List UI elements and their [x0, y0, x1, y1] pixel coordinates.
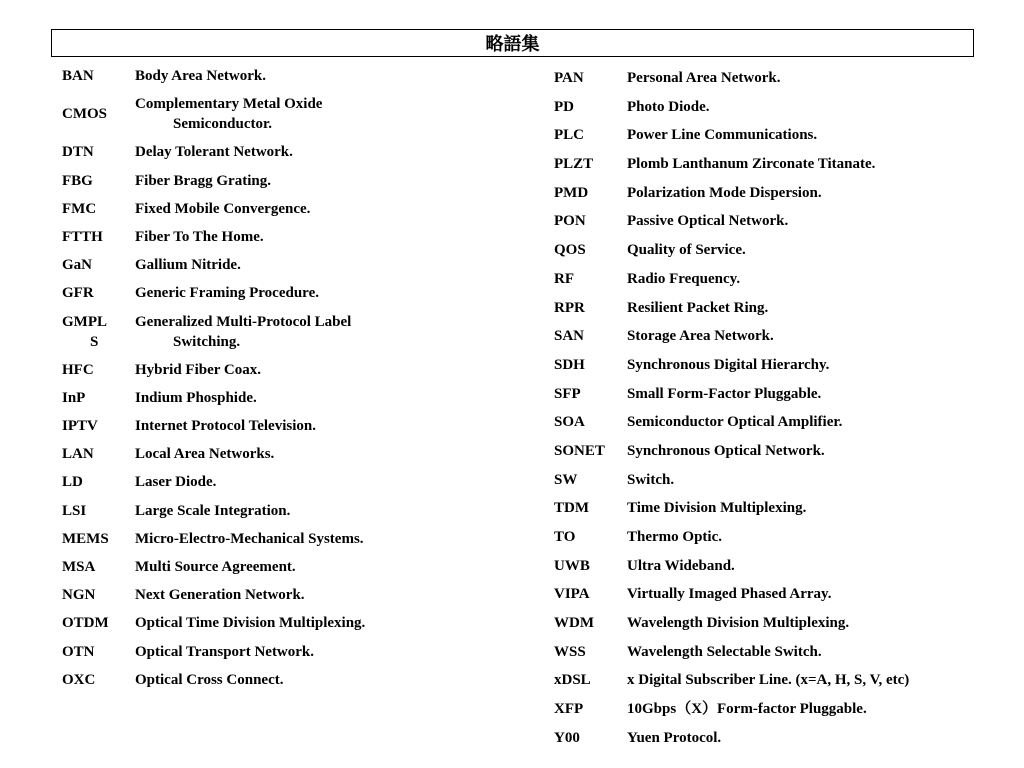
glossary-row: [62, 501, 512, 521]
abbreviation: MEMS: [62, 530, 109, 547]
glossary-row: [554, 298, 974, 318]
abbreviation: SONET: [554, 442, 605, 459]
abbreviation: SOA: [554, 414, 585, 431]
glossary-row: [554, 556, 974, 576]
definition: Resilient Packet Ring.: [627, 299, 769, 316]
abbreviation: GaN: [62, 257, 92, 274]
abbreviation: DTN: [62, 144, 94, 161]
abbreviation: VIPA: [554, 586, 590, 603]
abbreviation: IPTV: [62, 418, 98, 435]
glossary-row: [554, 384, 974, 404]
glossary-row: [554, 355, 974, 375]
abbreviation-line: GMPL: [62, 313, 107, 330]
abbreviation: PON: [554, 213, 586, 230]
definition: Yuen Protocol.: [627, 729, 722, 746]
definition: [135, 94, 512, 134]
definition: Optical Time Division Multiplexing.: [135, 615, 366, 632]
definition: Synchronous Optical Network.: [627, 442, 825, 459]
abbreviation: RF: [554, 270, 574, 287]
abbreviation: Y00: [554, 729, 580, 746]
glossary-row: [62, 642, 512, 662]
abbreviation: FTTH: [62, 228, 103, 245]
abbreviation: CMOS: [62, 106, 107, 123]
glossary-title: 略語集: [51, 29, 974, 57]
glossary-row: [554, 584, 974, 604]
glossary-row: [62, 416, 512, 436]
abbreviation: SDH: [554, 356, 585, 373]
abbreviation: LAN: [62, 446, 94, 463]
definition: Internet Protocol Television.: [135, 418, 316, 435]
abbreviation: FMC: [62, 200, 97, 217]
glossary-row: [62, 312, 512, 352]
glossary-row: [62, 557, 512, 577]
definition: Body Area Network.: [135, 68, 266, 84]
abbreviation: XFP: [554, 701, 584, 718]
abbreviation: OXC: [62, 671, 96, 688]
definition: Fiber Bragg Grating.: [135, 172, 271, 189]
glossary-row: [554, 699, 974, 719]
abbreviation: NGN: [62, 587, 96, 604]
abbreviation: OTDM: [62, 615, 109, 632]
abbreviation: LD: [62, 474, 83, 491]
abbreviation: TDM: [554, 500, 589, 517]
glossary-row: [554, 240, 974, 260]
abbreviation: BAN: [62, 68, 94, 84]
abbreviation: FBG: [62, 172, 93, 189]
definition: Synchronous Digital Hierarchy.: [627, 356, 830, 373]
definition-line: Switching.: [173, 333, 241, 350]
definition: Next Generation Network.: [135, 587, 305, 604]
glossary-row: [62, 94, 512, 134]
abbreviation: TO: [554, 529, 576, 545]
definition: Wavelength Division Multiplexing.: [627, 615, 850, 632]
definition: Power Line Communications.: [627, 127, 818, 144]
definition: Switch.: [627, 471, 675, 488]
glossary-row: [554, 441, 974, 461]
definition: Optical Cross Connect.: [135, 671, 284, 688]
glossary-right-column: [554, 68, 974, 757]
abbreviation: WSS: [554, 643, 586, 660]
definition: Radio Frequency.: [627, 270, 741, 287]
glossary-row: [62, 66, 512, 86]
glossary-row: [554, 211, 974, 231]
definition: Small Form-Factor Pluggable.: [627, 385, 822, 402]
abbreviation-line: S: [90, 333, 99, 350]
abbreviation: SFP: [554, 385, 581, 402]
definition: Optical Transport Network.: [135, 643, 315, 660]
definition: Time Division Multiplexing.: [627, 500, 807, 517]
glossary-row: [62, 388, 512, 408]
glossary-row: [554, 527, 974, 547]
abbreviation: PMD: [554, 184, 589, 201]
abbreviation: GFR: [62, 285, 94, 302]
glossary-row: [62, 227, 512, 247]
definition-line: Generalized Multi-Protocol Label: [135, 313, 352, 330]
glossary-row: [62, 171, 512, 191]
abbreviation: RPR: [554, 299, 585, 316]
definition: Multi Source Agreement.: [135, 559, 296, 575]
glossary-row: [554, 670, 974, 690]
definition: Plomb Lanthanum Zirconate Titanate.: [627, 156, 876, 173]
definition: [135, 312, 512, 352]
glossary-row: [554, 326, 974, 346]
glossary-row: [62, 444, 512, 464]
abbreviation: UWB: [554, 557, 590, 574]
glossary-row: [62, 670, 512, 690]
definition: 10Gbps（X）Form-factor Pluggable.: [627, 701, 867, 718]
glossary-row: [62, 529, 512, 549]
abbreviation: PLC: [554, 127, 584, 144]
definition: Photo Diode.: [627, 98, 710, 115]
definition: Hybrid Fiber Coax.: [135, 361, 261, 378]
definition: Generic Framing Procedure.: [135, 285, 319, 302]
glossary-row: [554, 642, 974, 662]
abbreviation: PAN: [554, 70, 584, 86]
glossary-row: [554, 183, 974, 203]
definition: Thermo Optic.: [627, 529, 722, 545]
definition: Quality of Service.: [627, 242, 746, 259]
definition-line: Semiconductor.: [173, 116, 273, 133]
definition: Local Area Networks.: [135, 446, 275, 463]
definition: x Digital Subscriber Line. (x=A, H, S, V, etc): [627, 672, 910, 689]
glossary-row: [62, 283, 512, 303]
glossary-row: [554, 498, 974, 518]
abbreviation: SW: [554, 471, 578, 488]
abbreviation: InP: [62, 389, 86, 406]
definition: Micro-Electro-Mechanical Systems.: [135, 530, 364, 547]
definition: Fixed Mobile Convergence.: [135, 200, 311, 217]
glossary-row: [62, 360, 512, 380]
abbreviation: xDSL: [554, 672, 591, 689]
glossary-row: [62, 585, 512, 605]
glossary-row: [62, 472, 512, 492]
glossary-row: [554, 125, 974, 145]
definition: Personal Area Network.: [627, 70, 781, 86]
definition: Semiconductor Optical Amplifier.: [627, 414, 843, 431]
definition: Polarization Mode Dispersion.: [627, 184, 822, 201]
definition: Ultra Wideband.: [627, 557, 735, 574]
glossary-row: [62, 199, 512, 219]
definition: Fiber To The Home.: [135, 228, 264, 245]
glossary-row: [62, 142, 512, 162]
definition: Passive Optical Network.: [627, 213, 789, 230]
abbreviation: WDM: [554, 615, 594, 632]
definition: Wavelength Selectable Switch.: [627, 643, 822, 660]
glossary-row: [554, 613, 974, 633]
glossary-left-column: [62, 66, 512, 698]
abbreviation: LSI: [62, 502, 87, 519]
abbreviation: OTN: [62, 643, 95, 660]
glossary-row: [554, 470, 974, 490]
abbreviation: PLZT: [554, 156, 594, 173]
definition: Storage Area Network.: [627, 328, 774, 345]
glossary-row: [554, 154, 974, 174]
glossary-row: [554, 97, 974, 117]
abbreviation: HFC: [62, 361, 94, 378]
definition-line: Complementary Metal Oxide: [135, 96, 323, 113]
glossary-row: [62, 613, 512, 633]
glossary-row: [554, 68, 974, 88]
definition: Laser Diode.: [135, 474, 217, 491]
definition: Delay Tolerant Network.: [135, 144, 293, 161]
definition: Gallium Nitride.: [135, 257, 241, 274]
definition: Indium Phosphide.: [135, 389, 257, 406]
glossary-row: [62, 255, 512, 275]
glossary-row: [554, 269, 974, 289]
glossary-row: [554, 728, 974, 748]
abbreviation: PD: [554, 98, 574, 115]
glossary-row: [554, 412, 974, 432]
abbreviation: MSA: [62, 559, 96, 575]
definition: Virtually Imaged Phased Array.: [627, 586, 832, 603]
abbreviation: SAN: [554, 328, 585, 345]
abbreviation: [62, 312, 135, 352]
abbreviation: QOS: [554, 242, 586, 259]
definition: Large Scale Integration.: [135, 502, 291, 519]
